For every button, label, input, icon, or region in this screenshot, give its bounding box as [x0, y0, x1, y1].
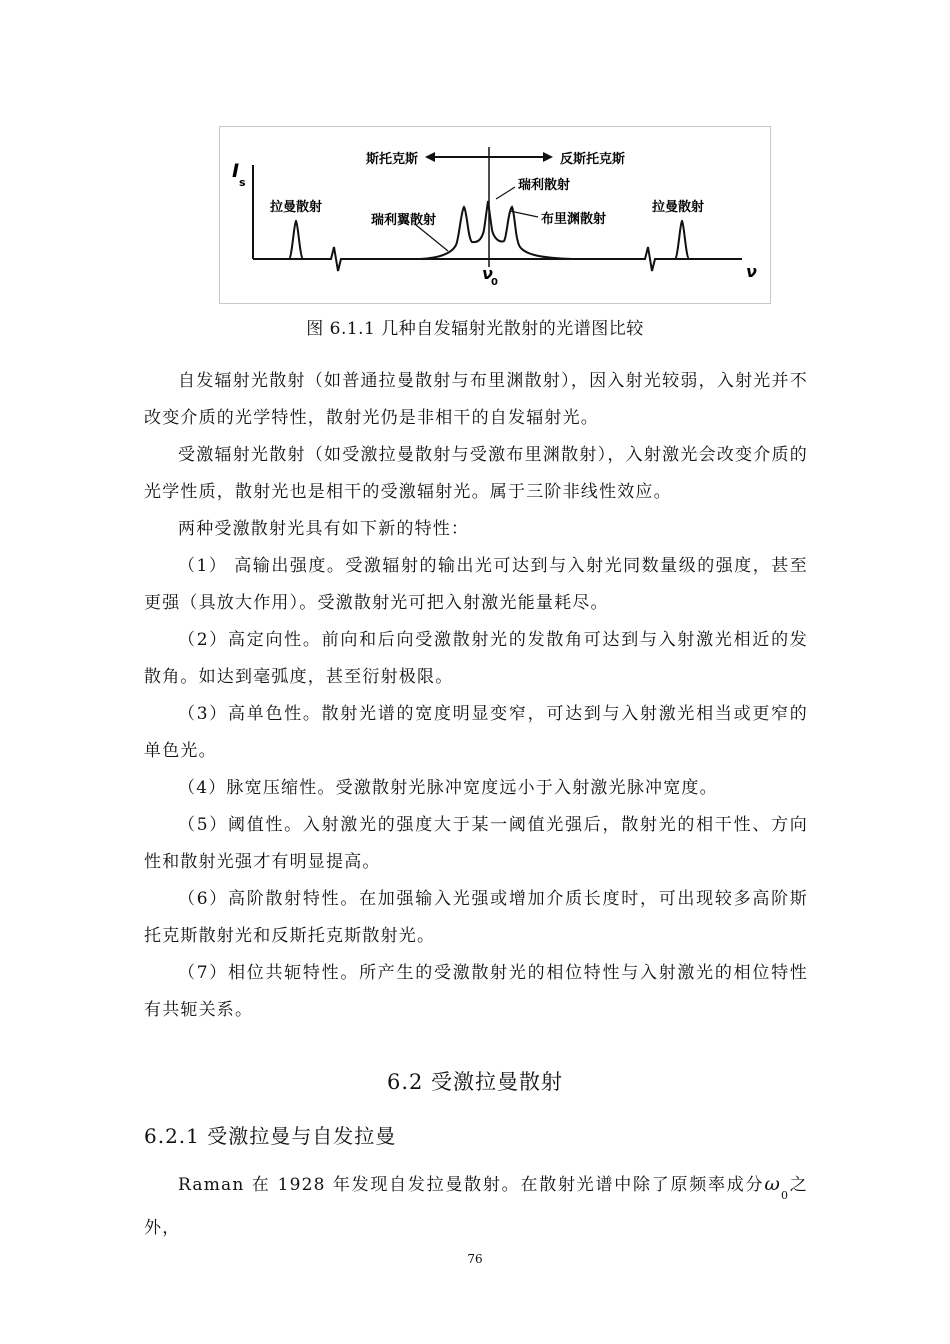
rayleigh-leader — [496, 187, 515, 199]
page-number: 76 — [467, 1252, 483, 1266]
brillouin-label: 布里渊散射 — [541, 212, 607, 227]
rayleigh-wing-label: 瑞利翼散射 — [371, 213, 437, 228]
arrow-right-head — [543, 152, 553, 162]
list-item-4: （4）脉宽压缩性。受激散射光脉冲宽度远小于入射激光脉冲宽度。 — [178, 778, 718, 798]
figure-caption: 图 6.1.1 几种自发辐射光散射的光谱图比较 — [306, 319, 644, 339]
paragraph-3: 两种受激散射光具有如下新的特性： — [178, 519, 470, 539]
y-axis-sub: s — [239, 176, 246, 189]
raman-left-label: 拉曼散射 — [270, 200, 323, 215]
subsection-title: 6.2.1 受激拉曼与自发拉曼 — [144, 1124, 397, 1148]
raman-right-label: 拉曼散射 — [652, 200, 705, 215]
center-label: ν — [482, 264, 493, 283]
stokes-label: 斯托克斯 — [366, 152, 419, 167]
rayleigh-wing-leader — [416, 225, 448, 251]
raman-peak-right — [675, 221, 689, 259]
spectrum-diagram — [220, 127, 770, 303]
list-item-2: （2）高定向性。前向和后向受激散射光的发散角可达到与入射激光相近的发散角。如达到毫弧度，甚至衍射极限。 — [144, 630, 808, 687]
paragraph-raman — [144, 1166, 808, 1247]
omega-sub: 0 — [781, 1188, 790, 1202]
center-label-sub: 0 — [491, 277, 498, 288]
x-axis-label: ν — [746, 262, 757, 281]
arrow-left-head — [425, 152, 435, 162]
omega-symbol — [764, 1173, 790, 1202]
paragraph-2: 受激辐射光散射（如受激拉曼散射与受激布里渊散射），入射激光会改变介质的光学性质，散射光也是相干的受激辐射光。属于三阶非线性效应。 — [144, 445, 808, 502]
x-axis-line — [253, 247, 742, 271]
raman-text-before: Raman 在 1928 年发现自发拉曼散射。在散射光谱中除了原频率成分 — [178, 1175, 765, 1195]
paragraph-1: 自发辐射光散射（如普通拉曼散射与布里渊散射），因入射光较弱，入射光并不改变介质的光学特性，散射光仍是非相干的自发辐射光。 — [144, 371, 808, 428]
y-axis-label: I — [232, 160, 240, 182]
anti-stokes-label: 反斯托克斯 — [560, 152, 626, 167]
list-item-5: （5）阈值性。入射激光的强度大于某一阈值光强后，散射光的相干性、方向性和散射光强才有明显提高。 — [144, 815, 808, 872]
list-item-1: （1） 高输出强度。受激辐射的输出光可达到与入射光同数量级的强度，甚至更强（具放大作用）。受激散射光可把入射激光能量耗尽。 — [144, 556, 808, 613]
list-item-7: （7）相位共轭特性。所产生的受激散射光的相位特性与入射激光的相位特性有共轭关系。 — [144, 963, 808, 1020]
rayleigh-label: 瑞利散射 — [518, 178, 571, 193]
raman-text-after: 之外， — [144, 1175, 808, 1238]
raman-peak-left — [289, 221, 303, 259]
list-item-3: （3）高单色性。散射光谱的宽度明显变窄，可达到与入射激光相当或更窄的单色光。 — [144, 704, 808, 761]
omega-char: ω — [764, 1173, 782, 1195]
section-title: 6.2 受激拉曼散射 — [386, 1070, 564, 1094]
list-item-6: （6）高阶散射特性。在加强输入光强或增加介质长度时，可出现较多高阶斯托克斯散射光和反斯托克斯散射光。 — [144, 889, 808, 946]
spectrum-figure — [219, 126, 771, 304]
central-spectrum — [420, 201, 572, 259]
